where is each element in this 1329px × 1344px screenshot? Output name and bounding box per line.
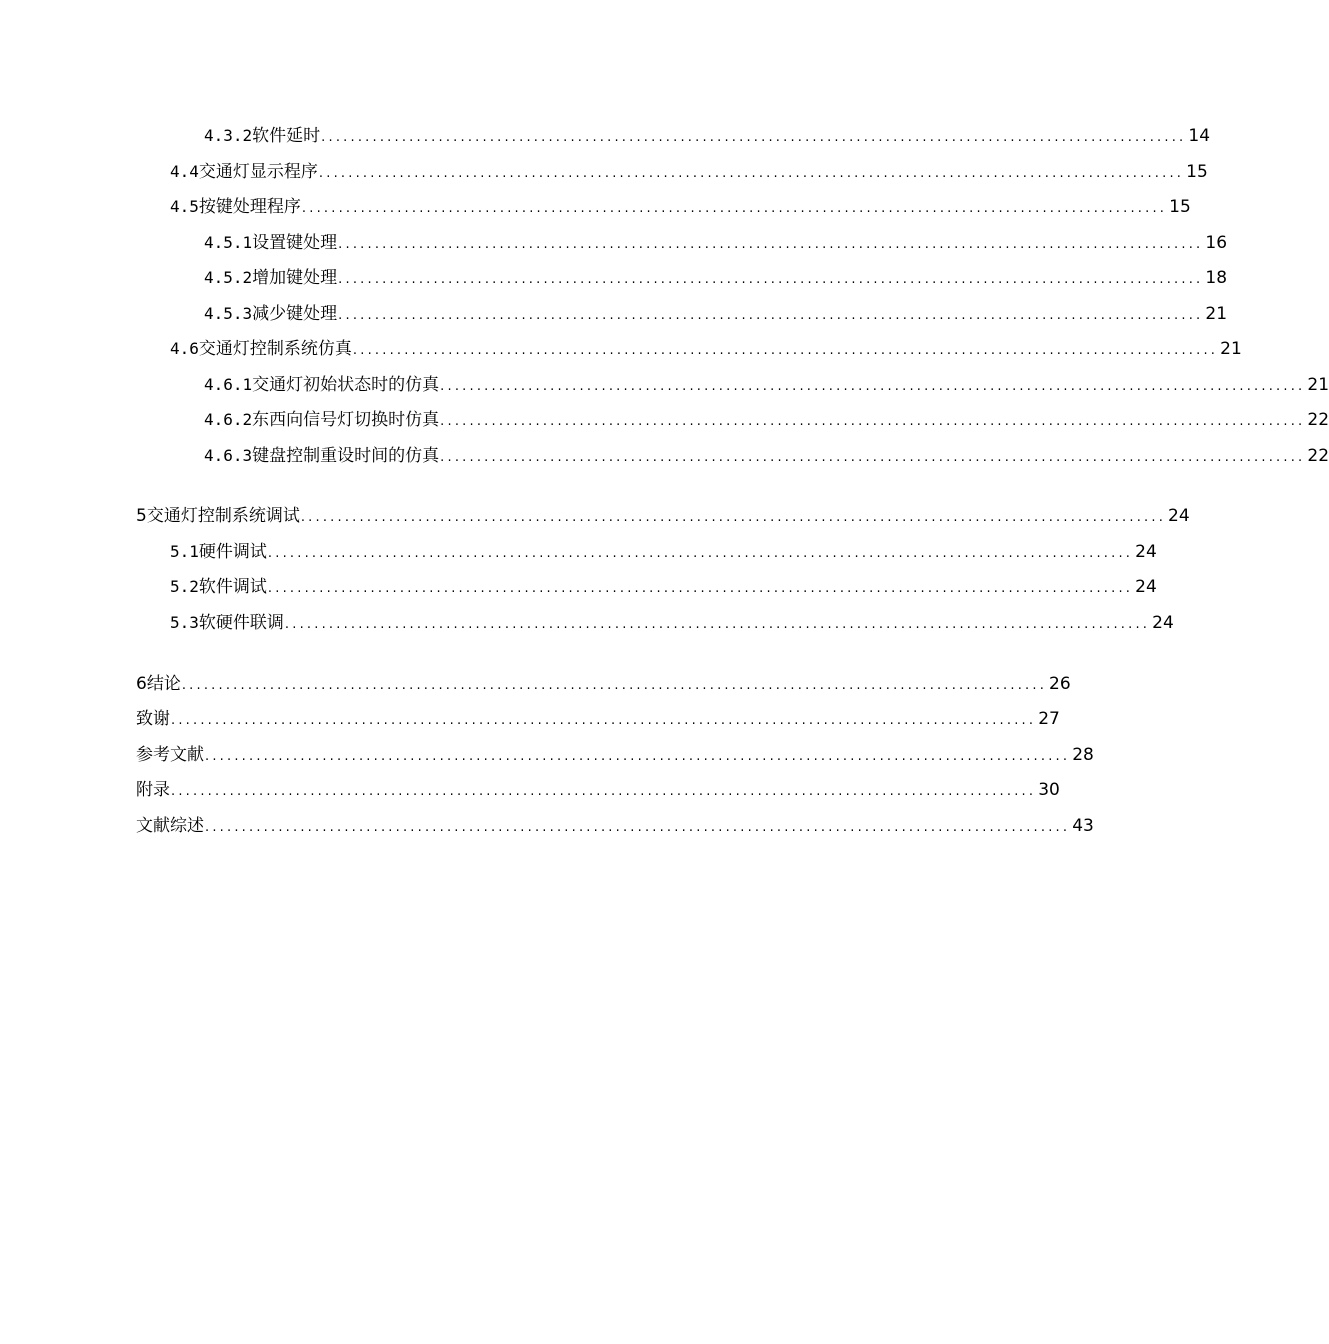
toc-dot-leader: ...................................................................................................................... (338, 308, 1204, 323)
toc-entry[interactable] (136, 812, 1094, 840)
toc-entry-number: 4.5.1 (204, 233, 253, 252)
toc-entry[interactable] (204, 229, 1228, 257)
toc-entry-number: 4.6.3 (204, 446, 253, 465)
toc-entry-page: 14 (1188, 126, 1211, 146)
toc-dot-leader: ...................................................................................................................... (440, 414, 1306, 429)
toc-entry-title: 减少键处理 (252, 304, 338, 324)
toc-entry-page: 21 (1307, 375, 1329, 395)
toc-entry-title: 软件延时 (252, 126, 321, 146)
toc-entry-number: 4.5.3 (204, 304, 253, 323)
toc-entry-title: 参考文献 (136, 745, 204, 765)
toc-entry[interactable] (204, 406, 1329, 434)
toc-dot-leader: ...................................................................................................................... (300, 510, 1167, 525)
toc-entry-page: 24 (1168, 506, 1190, 526)
toc-entry-number: 4.4 (170, 162, 199, 181)
toc-dot-leader: ...................................................................................................................... (267, 581, 1134, 596)
toc-entry-page: 15 (1186, 162, 1208, 182)
toc-dot-leader: ...................................................................................................................... (440, 450, 1306, 465)
toc-entry-page: 27 (1038, 709, 1060, 729)
toc-entry-number: 6 (136, 674, 147, 694)
toc-dot-leader: ...................................................................................................................... (171, 784, 1037, 799)
toc-entry-page: 26 (1049, 674, 1071, 694)
toc-entry[interactable] (136, 670, 1071, 698)
toc-dot-leader: ...................................................................................................................... (440, 379, 1306, 394)
toc-dot-leader: ...................................................................................................................... (338, 237, 1204, 252)
toc-entry-title: 附录 (136, 780, 170, 800)
toc-entry-title: 按键处理程序 (198, 197, 301, 217)
toc-entry[interactable] (204, 264, 1228, 292)
toc-entry-title: 设置键处理 (252, 233, 338, 253)
toc-entry[interactable] (170, 193, 1191, 221)
toc-entry-title: 软件调试 (198, 577, 267, 597)
toc-entry-page: 21 (1205, 304, 1228, 324)
toc-entry-page: 21 (1220, 339, 1242, 359)
toc-entry[interactable] (136, 776, 1060, 804)
toc-entry-title: 硬件调试 (198, 542, 267, 562)
toc-entry-page: 24 (1152, 613, 1174, 633)
toc-entry-page: 22 (1307, 410, 1329, 430)
toc-entry[interactable] (170, 538, 1157, 566)
toc-entry-number: 4.6 (170, 339, 199, 358)
toc-entry-page: 16 (1205, 233, 1228, 253)
toc-entry-title: 结论 (146, 674, 181, 694)
toc-entry-title: 致谢 (136, 709, 170, 729)
toc-entry-number: 5 (136, 506, 147, 526)
toc-entry-title: 交通灯控制系统仿真 (198, 339, 352, 359)
toc-entry-number: 5.2 (170, 577, 199, 596)
toc-entry-number: 4.5.2 (204, 268, 253, 287)
toc-entry[interactable] (204, 300, 1228, 328)
toc-entry[interactable] (170, 609, 1174, 637)
toc-entry-title: 交通灯初始状态时的仿真 (252, 375, 440, 395)
toc-entry[interactable] (136, 741, 1094, 769)
toc-entry[interactable] (136, 705, 1060, 733)
toc-entry[interactable] (136, 502, 1190, 530)
toc-entry-page: 22 (1307, 446, 1329, 466)
toc-dot-leader: ...................................................................................................................... (318, 166, 1185, 181)
toc-entry[interactable] (170, 573, 1157, 601)
toc-entry[interactable] (170, 158, 1208, 186)
toc-entry-page: 30 (1038, 780, 1060, 800)
toc-entry[interactable] (204, 442, 1329, 470)
toc-entry-number: 5.3 (170, 613, 199, 632)
toc-entry-title: 文献综述 (136, 816, 204, 836)
toc-entry-page: 43 (1072, 816, 1094, 836)
toc-entry-page: 15 (1169, 197, 1191, 217)
toc-dot-leader: ...................................................................................................................... (267, 546, 1134, 561)
toc-entry[interactable] (204, 371, 1329, 399)
toc-entry-number: 4.3.2 (204, 126, 253, 145)
toc-dot-leader: ...................................................................................................................... (171, 713, 1037, 728)
toc-dot-leader: ...................................................................................................................... (352, 343, 1219, 358)
toc-entry-number: 4.6.2 (204, 410, 253, 429)
toc-entry-page: 28 (1072, 745, 1094, 765)
toc-entry-page: 18 (1205, 268, 1228, 288)
toc-entry-number: 4.6.1 (204, 375, 253, 394)
toc-entry-title: 软硬件联调 (198, 613, 284, 633)
toc-dot-leader: ...................................................................................................................... (338, 272, 1204, 287)
toc-entry-page: 24 (1135, 577, 1157, 597)
toc-dot-leader: ...................................................................................................................... (301, 201, 1168, 216)
toc-dot-leader: ...................................................................................................................... (181, 678, 1048, 693)
toc-entry-title: 东西向信号灯切换时仿真 (252, 410, 440, 430)
toc-entry-number: 5.1 (170, 542, 199, 561)
toc-dot-leader: ...................................................................................................................... (205, 820, 1071, 835)
toc-entry-title: 键盘控制重设时间的仿真 (252, 446, 440, 466)
toc-dot-leader: ...................................................................................................................... (205, 749, 1071, 764)
toc-entry-page: 24 (1135, 542, 1157, 562)
toc-entry-title: 交通灯显示程序 (198, 162, 318, 182)
toc-dot-leader: ...................................................................................................................... (284, 617, 1151, 632)
toc-entry[interactable] (204, 122, 1211, 150)
toc-entry[interactable] (170, 335, 1242, 363)
toc-entry-number: 4.5 (170, 197, 199, 216)
toc-entry-title: 增加键处理 (252, 268, 338, 288)
toc-dot-leader: ...................................................................................................................... (321, 130, 1187, 145)
toc-entry-title: 交通灯控制系统调试 (146, 506, 300, 526)
